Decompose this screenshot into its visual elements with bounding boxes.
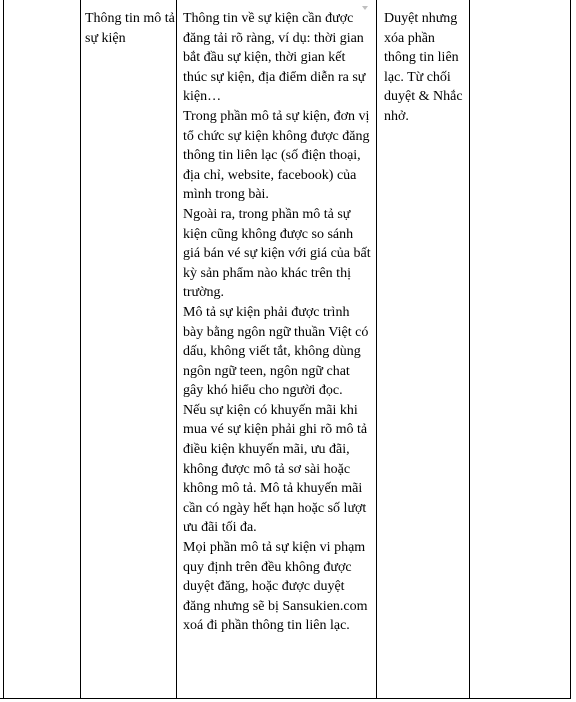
table-border-right xyxy=(570,0,571,699)
action-cell xyxy=(384,9,464,127)
rule-paragraph: Trong phần mô tả sự kiện, đơn vị tổ chức sự kiện không được đăng thông tin liên lạc (số điện thoại, địa chỉ, website, facebook) của mình trong bài. xyxy=(183,108,370,203)
rule-description-cell xyxy=(183,9,371,636)
rule-paragraph: Mô tả sự kiện phải được trình bày bằng ngôn ngữ thuần Việt có dấu, không viết tắt, không dùng ngôn ngữ teen, ngôn ngữ chat gây khó hiểu cho người đọc. xyxy=(183,304,369,399)
field-label: Thông tin mô tả sự kiện xyxy=(85,11,175,46)
column-divider xyxy=(80,0,81,699)
rule-paragraph: Nếu sự kiện có khuyến mãi khi mua vé sự kiện phải ghi rõ mô tả điều kiện khuyến mãi, ưu đãi, không được mô tả sơ sài hoặc không mô tả. Mô tả khuyến mãi cần có ngày hết hạn hoặc số lượt ưu đãi tối đa. xyxy=(183,402,368,536)
table-border-left xyxy=(3,0,4,699)
column-divider xyxy=(376,0,377,699)
rule-paragraph: Mọi phần mô tả sự kiện vi phạm quy định trên đều không được duyệt đăng, hoặc được duyệt đăng nhưng sẽ bị Sansukien.com xoá đi phần thông tin liên lạc. xyxy=(183,540,368,634)
field-label-cell xyxy=(85,9,175,48)
rule-paragraph: Ngoài ra, trong phần mô tả sự kiện cũng không được so sánh giá bán vé sự kiện với giá của bất kỳ sản phẩm nào khác trên thị trường. xyxy=(183,206,371,301)
column-divider xyxy=(176,0,177,699)
table-border-bottom xyxy=(0,698,571,699)
action-text: Duyệt nhưng xóa phần thông tin liên lạc. Từ chối duyệt & Nhắc nhở. xyxy=(384,11,463,124)
rule-paragraph: Thông tin về sự kiện cần được đăng tải rõ ràng, ví dụ: thời gian bắt đầu sự kiện, thời gian kết thúc sự kiện, địa điểm diễn ra sự kiện… xyxy=(183,11,366,105)
column-divider xyxy=(469,0,470,699)
